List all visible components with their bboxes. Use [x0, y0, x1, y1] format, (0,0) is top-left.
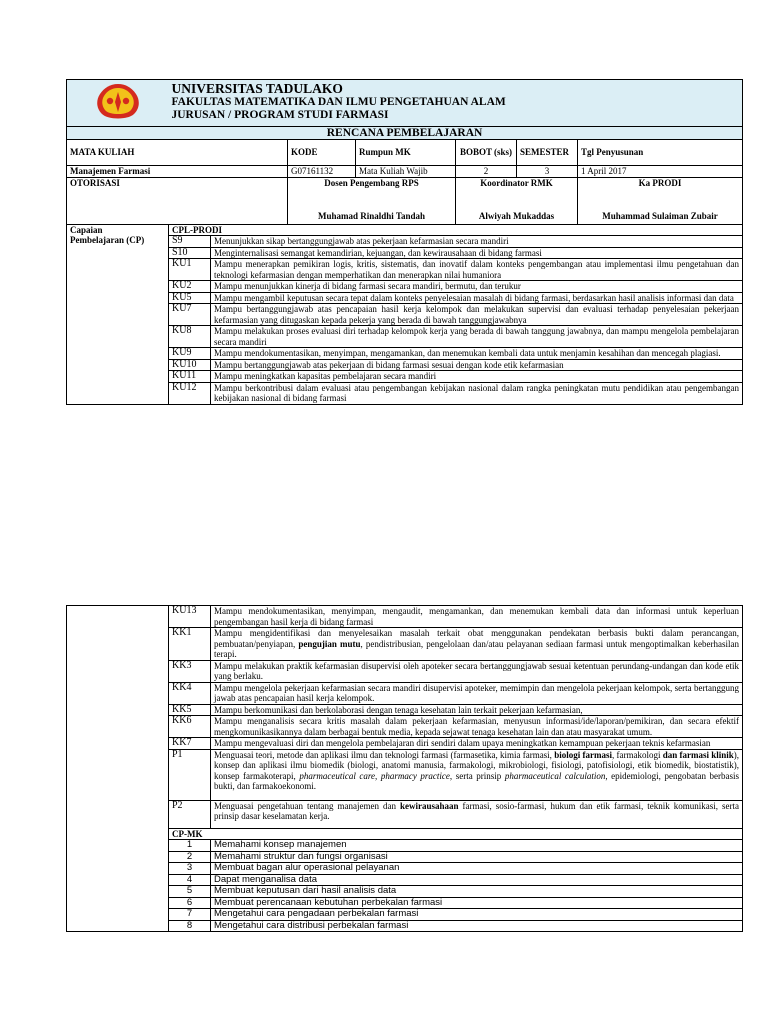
faculty-name: FAKULTAS MATEMATIKA DAN ILMU PENGETAHUAN ALAM: [171, 96, 506, 108]
cpl-description: Mampu mendokumentasikan, menyimpan, mengaudit, mengamankan, dan menemukan kembali data dan informasi untuk keperluan pengembangan hasil kerja di bidang farmasi: [211, 606, 743, 628]
table-row: [67, 897, 743, 909]
table-row: [67, 382, 743, 404]
cpmk-number: 5: [169, 886, 211, 898]
table-row: [67, 800, 743, 828]
mata-kuliah-value: Manajemen Farmasi: [67, 166, 288, 178]
table-row: [67, 371, 743, 383]
kode-value: G07161132: [288, 166, 356, 178]
cpl-description: [211, 628, 743, 661]
cpl-code: KK7: [169, 738, 211, 750]
cpl-text-part: , epidemiologi, pengobatan berbasis bukti, dan farmakoekonomi.: [214, 770, 740, 791]
cpl-code: KU2: [169, 281, 211, 293]
rumpun-value: Mata Kuliah Wajib: [356, 166, 456, 178]
cpl-code: KK5: [169, 704, 211, 716]
tgl-header: Tgl Penyusunan: [578, 140, 743, 166]
table-row: [67, 749, 743, 800]
cpl-code: KU10: [169, 359, 211, 371]
table-row: [67, 281, 743, 293]
table-row: [67, 304, 743, 326]
ka-prodi-cell: [578, 177, 743, 224]
ka-prodi-label: Ka PRODI: [638, 177, 682, 188]
table-row: [67, 292, 743, 304]
cpl-description: Mampu bertanggungjawab atas pekerjaan di bidang farmasi sesuai dengan kode etik kefarmasian: [211, 359, 743, 371]
table-row: [67, 660, 743, 682]
tgl-value: 1 April 2017: [578, 166, 743, 178]
cpl-description: Menginternalisasi semangat kemandirian, kejuangan, dan kewirausahaan di bidang farmasi: [211, 247, 743, 259]
cpl-code: KU8: [169, 326, 211, 348]
cpl-description: Mampu melakukan praktik kefarmasian disupervisi oleh apoteker secara bertanggungjawab sesuai ketentuan perundang-undangan dan kode etik yang berlaku.: [211, 660, 743, 682]
cpmk-description: Mengetahui cara distribusi perbekalan farmasi: [211, 920, 743, 932]
table-row: [67, 716, 743, 738]
cpl-code: S9: [169, 236, 211, 248]
cpl-text-part: biologi farmasi: [554, 749, 612, 760]
cp-label-line1: Capaian: [70, 224, 103, 235]
table-row: [67, 920, 743, 932]
cpl-description: Mampu berkomunikasi dan berkolaborasi dengan tenaga kesehatan lain terkait pekerjaan kefarmasian,: [211, 704, 743, 716]
cpl-description: Mampu mengelola pekerjaan kefarmasian secara mandiri disupervisi apoteker, memimpin dan mengelola pekerjaan kelompok, serta bertanggung jawab atas pencapaian hasil kerja kelompok.: [211, 682, 743, 704]
university-name: UNIVERSITAS TADULAKO: [171, 81, 343, 96]
cpmk-description: Mengetahui cara pengadaan perbekalan farmasi: [211, 909, 743, 921]
cpmk-number: 3: [169, 863, 211, 875]
cpl-description: Mampu bertanggungjawab atas pencapaian hasil kerja kelompok dan melakukan supervisi dan evaluasi terhadap penyelesaian pekerjaan kefarmasian yang ditugaskan kepada pekerja yang berada di bawah tanggungjawabnya: [211, 304, 743, 326]
cpl-description: [211, 800, 743, 828]
kode-header: KODE: [288, 140, 356, 166]
cpl-table-page2: [66, 605, 743, 932]
bobot-header: BOBOT (sks): [456, 140, 517, 166]
cpl-code: KU13: [169, 606, 211, 628]
semester-header: SEMESTER: [517, 140, 578, 166]
table-row: [67, 909, 743, 921]
otorisasi-label: OTORISASI: [67, 177, 288, 224]
cpmk-description: Membuat perencanaan kebutuhan perbekalan farmasi: [211, 897, 743, 909]
cpl-code: KU1: [169, 259, 211, 281]
cpl-prodi-header: CPL-PRODI: [169, 224, 743, 236]
cpl-text-part: , pendistribusian, pengelolaan dan/atau pelayanan sediaan farmasi untuk mengoptimalkan keberhasilan terapi.: [214, 638, 739, 659]
cpl-code: KK1: [169, 628, 211, 661]
table-row: [67, 840, 743, 852]
cpl-code: KK3: [169, 660, 211, 682]
cpl-text-part: farmasi, sosio-farmasi, hukum dan etik farmasi, teknik komunikasi, serta prinsip dasar keselamatan kerja.: [214, 800, 740, 821]
table-row: [67, 704, 743, 716]
table-row: [67, 348, 743, 360]
table-row: [67, 359, 743, 371]
bobot-value: 2: [456, 166, 517, 178]
rumpun-header: Rumpun MK: [356, 140, 456, 166]
cp-label-line2: Pembelajaran (CP): [70, 235, 145, 245]
cpl-description: [211, 749, 743, 800]
cpl-code: P2: [169, 800, 211, 828]
table-row: [67, 874, 743, 886]
cpl-code: P1: [169, 749, 211, 800]
cpmk-number: 2: [169, 851, 211, 863]
dosen-cell: [288, 177, 456, 224]
cpl-text-part: pharmaceutical care, pharmacy practice: [299, 770, 450, 781]
cpl-text-part: ), konsep dan aplikasi ilmu biomedik (biologi, anatomi manusia, farmakologi, mikrobiologi, fisiologi, patofisiologi, etik biomedik, biostatistik), konsep farmakoterapi,: [214, 749, 739, 781]
table-row: [67, 828, 743, 840]
cp-label: [67, 224, 169, 404]
table-row: [67, 628, 743, 661]
cpl-description: Mampu menganalisis secara kritis masalah dalam pekerjaan kefarmasian, menyusun informasi/ide/laporan/pemikiran, dan secara efektif mengkomunikasikannya dalam berbagai bentuk media, kepada sejawat tenaga kesehatan lain dan atau masyarakat umum.: [211, 716, 743, 738]
cpl-description: Mampu melakukan proses evaluasi diri terhadap kelompok kerja yang berada di bawah tanggung jawabnya, dan mampu mengelola pembelajaran secara mandiri: [211, 326, 743, 348]
cpmk-description: Dapat menganalisa data: [211, 874, 743, 886]
cpl-text-part: , farmakologi: [611, 749, 663, 760]
cpmk-number: 4: [169, 874, 211, 886]
koordinator-name: Alwiyah Mukaddas: [478, 211, 555, 221]
cpl-code: KU5: [169, 292, 211, 304]
document-page-1: [66, 79, 742, 405]
cpmk-description: Membuat keputusan dari hasil analisis data: [211, 886, 743, 898]
cpl-code: S10: [169, 247, 211, 259]
cpmk-header: CP-MK: [169, 828, 743, 840]
cpl-description: Mampu menerapkan pemikiran logis, kritis, sistematis, dan inovatif dalam konteks pengembangan atau implementasi ilmu pengetahuan dan teknologi kefarmasian dengan memperhatikan dan menerapkan nilai humaniora: [211, 259, 743, 281]
dosen-name: Muhamad Rinaldhi Tandah: [317, 211, 426, 221]
table-row: [67, 236, 743, 248]
cpmk-number: 6: [169, 897, 211, 909]
rps-header-table: [66, 79, 743, 225]
semester-value: 3: [517, 166, 578, 178]
cpl-description: Mampu meningkatkan kapasitas pembelajaran secara mandiri: [211, 371, 743, 383]
department-name: JURUSAN / PROGRAM STUDI FARMASI: [171, 108, 389, 121]
cpl-table-page1: [66, 224, 743, 405]
cpl-description: Mampu mengambil keputusan secara tepat dalam konteks penyelesaian masalah di bidang farmasi, berdasarkan hasil analisis informasi dan data: [211, 292, 743, 304]
table-row: [67, 863, 743, 875]
cpl-code: KU7: [169, 304, 211, 326]
cpl-code: KK6: [169, 716, 211, 738]
cpmk-description: Memahami konsep manajemen: [211, 840, 743, 852]
mata-kuliah-header: MATA KULIAH: [67, 140, 288, 166]
ka-prodi-name: Muhammad Sulaiman Zubair: [602, 211, 718, 221]
cpmk-number: 1: [169, 840, 211, 852]
table-row: [67, 886, 743, 898]
cpl-text-part: Menguasai pengetahuan tentang manajemen dan: [214, 800, 400, 811]
cpl-text-part: Menguasai teori, metode dan aplikasi ilmu dan teknologi farmasi (farmasetika, kimia farmasi,: [214, 749, 555, 760]
cpl-description: Mampu mengevaluasi diri dan mengelola pembelajaran diri sendiri dalam upaya meningkatkan kemampuan pekerjaan teknis kefarmasian: [211, 738, 743, 750]
cpl-description: Menunjukkan sikap bertanggungjawab atas pekerjaan kefarmasian secara mandiri: [211, 236, 743, 248]
cpmk-description: Memahami struktur dan fungsi organisasi: [211, 851, 743, 863]
cpl-text-part: Mampu mengidentifikasi dan menyelesaikan masalah terkait obat menggunakan pendekatan berbasis bukti dalam perancangan, pembuatan/penyiapan,: [214, 628, 739, 649]
cpl-code: KU9: [169, 348, 211, 360]
table-row: [67, 738, 743, 750]
university-logo-icon: [90, 82, 146, 122]
logo-cell: [67, 80, 169, 127]
cpl-text-part: dan farmasi klinik: [662, 749, 734, 760]
cpmk-number: 8: [169, 920, 211, 932]
cpl-text-part: pharmaceutical calculation: [504, 770, 606, 781]
cpl-description: Mampu menunjukkan kinerja di bidang farmasi secara mandiri, bermutu, dan terukur: [211, 281, 743, 293]
cp-label-continued: [67, 606, 169, 932]
cpl-text-bold: pengujian mutu: [298, 638, 361, 649]
document-page-2: [66, 605, 742, 932]
cpl-code: KU11: [169, 371, 211, 383]
cpl-description: Mampu mendokumentasikan, menyimpan, mengamankan, dan menemukan kembali data untuk menjamin kesahihan dan mencegah plagiasi.: [211, 348, 743, 360]
koordinator-label: Koordinator RMK: [480, 177, 553, 188]
cpl-code: KK4: [169, 682, 211, 704]
table-row: [67, 682, 743, 704]
table-row: [67, 259, 743, 281]
cpl-text-part: kewirausahaan: [399, 800, 459, 811]
table-row: [67, 326, 743, 348]
table-row: [67, 851, 743, 863]
cpmk-description: Membuat bagan alur operasional pelayanan: [211, 863, 743, 875]
table-row: [67, 606, 743, 628]
cpl-description: Mampu berkontribusi dalam evaluasi atau pengembangan kebijakan nasional dalam rangka peningkatan mutu pendidikan atau pengembangan kebijakan nasional di bidang farmasi: [211, 382, 743, 404]
cpl-code: KU12: [169, 382, 211, 404]
koordinator-cell: [456, 177, 578, 224]
dosen-label: Dosen Pengembang RPS: [324, 177, 419, 188]
document-title: RENCANA PEMBELAJARAN: [67, 127, 743, 140]
cpl-text-part: , serta prinsip: [449, 770, 505, 781]
cpmk-number: 7: [169, 909, 211, 921]
institution-header: [169, 80, 743, 127]
table-row: [67, 247, 743, 259]
